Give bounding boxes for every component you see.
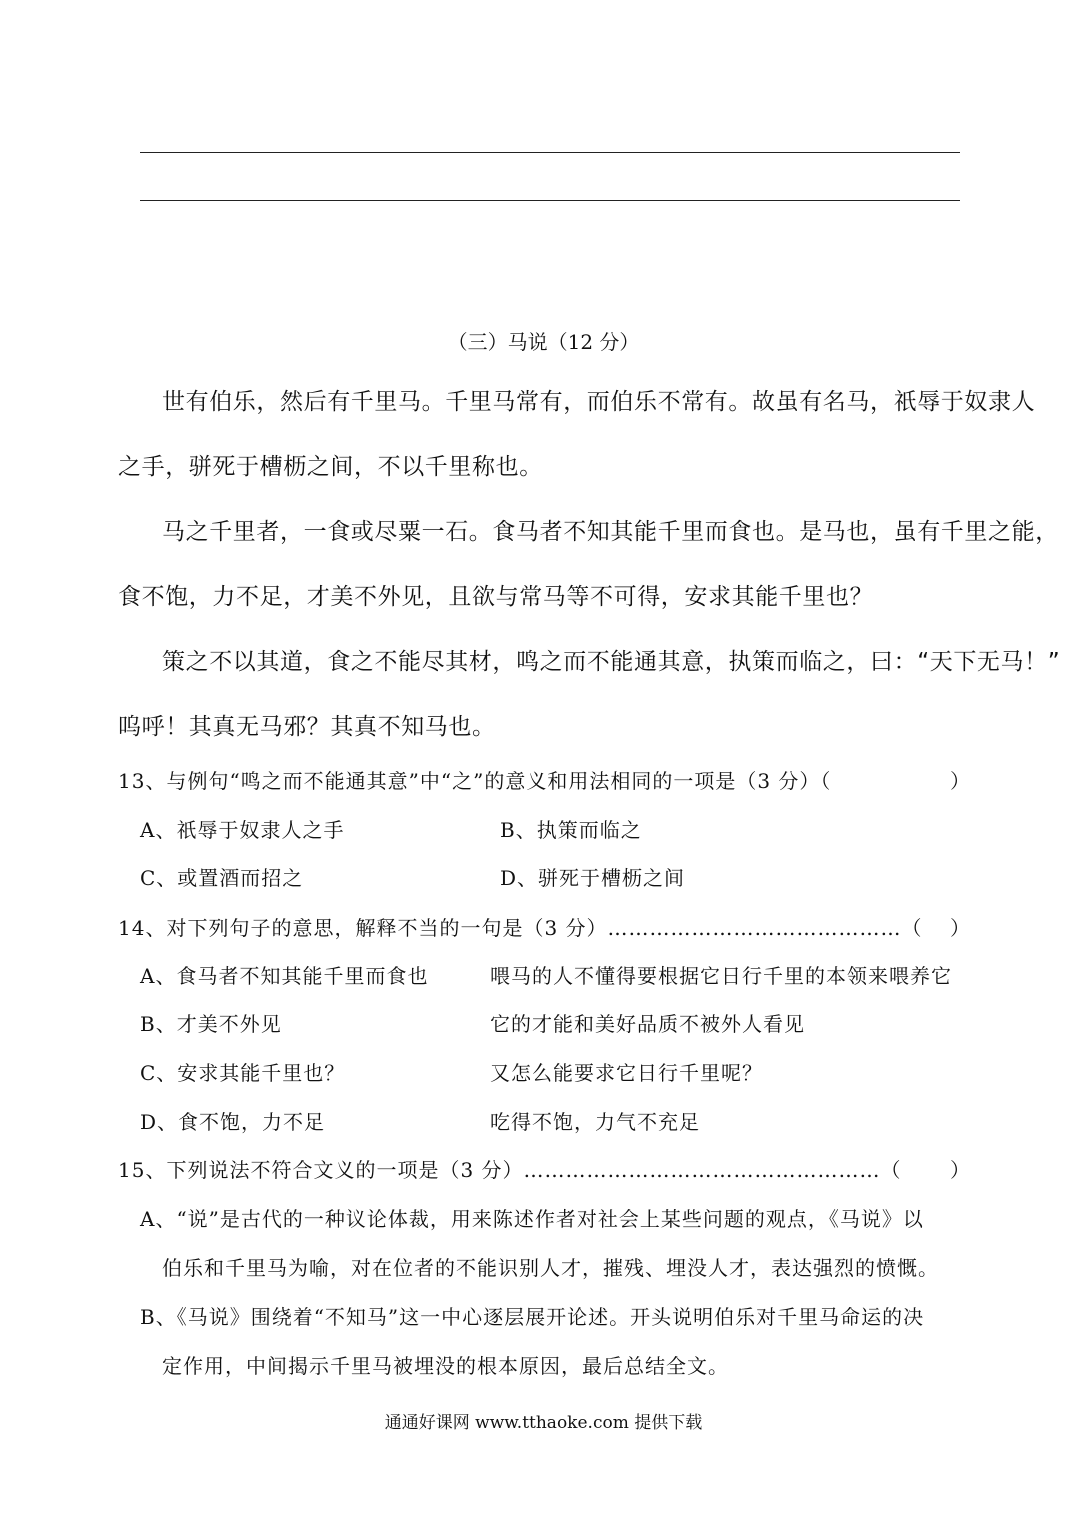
passage-p2-line2: 食不饱，力不足，才美不外见，且欲与常马等不可得，安求其能千里也？ <box>118 584 874 610</box>
q13-stem: 13、与例句“鸣之而不能通其意”中“之”的意义和用法相同的一项是（3 分）（ <box>118 769 832 793</box>
q13-option-c: C、或置酒而招之 <box>140 866 304 890</box>
q13-option-a: A、祇辱于奴隶人之手 <box>140 818 345 842</box>
q15-answer-close: ） <box>950 1158 970 1182</box>
section-title: （三）马说（12 分） <box>447 330 640 354</box>
q13-option-d: D、骈死于槽枥之间 <box>500 866 686 890</box>
passage-p3-line1: 策之不以其道，食之不能尽其材，鸣之而不能通其意，执策而临之，曰：“天下无马！” <box>162 649 1061 675</box>
q14-answer-close: ） <box>950 916 970 940</box>
q15-stem: 15、下列说法不符合文义的一项是（3 分）……………………………………………（ <box>118 1158 902 1182</box>
q13-answer-close: ） <box>950 769 970 793</box>
passage-p1-line2: 之手，骈死于槽枥之间，不以千里称也。 <box>118 454 543 480</box>
q14-row-d-sentence: D、食不饱，力不足 <box>140 1110 326 1134</box>
q14-row-a-meaning: 喂马的人不懂得要根据它日行千里的本领来喂养它 <box>490 964 952 988</box>
answer-line-1 <box>140 152 960 153</box>
q15-option-a-line2: 伯乐和千里马为喻，对在位者的不能识别人才，摧残、埋没人才，表达强烈的愤慨。 <box>162 1256 939 1280</box>
passage-p2-line1: 马之千里者，一食或尽粟一石。食马者不知其能千里而食也。是马也，虽有千里之能， <box>162 519 1059 545</box>
q14-row-c-sentence: C、安求其能千里也？ <box>140 1061 346 1085</box>
q13-option-b: B、执策而临之 <box>500 818 642 842</box>
q15-option-b-line2: 定作用，中间揭示千里马被埋没的根本原因，最后总结全文。 <box>162 1354 729 1378</box>
q14-row-b-sentence: B、才美不外见 <box>140 1012 282 1036</box>
q14-row-a-sentence: A、食马者不知其能千里而食也 <box>140 964 429 988</box>
q14-row-d-meaning: 吃得不饱，力气不充足 <box>490 1110 700 1134</box>
answer-line-2 <box>140 200 960 201</box>
passage-p3-line2: 呜呼！其真无马邪？其真不知马也。 <box>118 714 496 740</box>
q15-option-a-line1: A、“说”是古代的一种议论体裁，用来陈述作者对社会上某些问题的观点，《马说》以 <box>140 1207 924 1231</box>
q14-row-b-meaning: 它的才能和美好品质不被外人看见 <box>490 1012 805 1036</box>
q14-row-c-meaning: 又怎么能要求它日行千里呢？ <box>490 1061 763 1085</box>
footer-source: 通通好课网 www.tthaoke.com 提供下载 <box>384 1413 703 1433</box>
q14-stem: 14、对下列句子的意思，解释不当的一句是（3 分）……………………………………（ <box>118 916 923 940</box>
passage-p1-line1: 世有伯乐，然后有千里马。千里马常有，而伯乐不常有。故虽有名马，祇辱于奴隶人 <box>162 389 1036 415</box>
q15-option-b-line1: B、《马说》围绕着“不知马”这一中心逐层展开论述。开头说明伯乐对千里马命运的决 <box>140 1305 925 1329</box>
